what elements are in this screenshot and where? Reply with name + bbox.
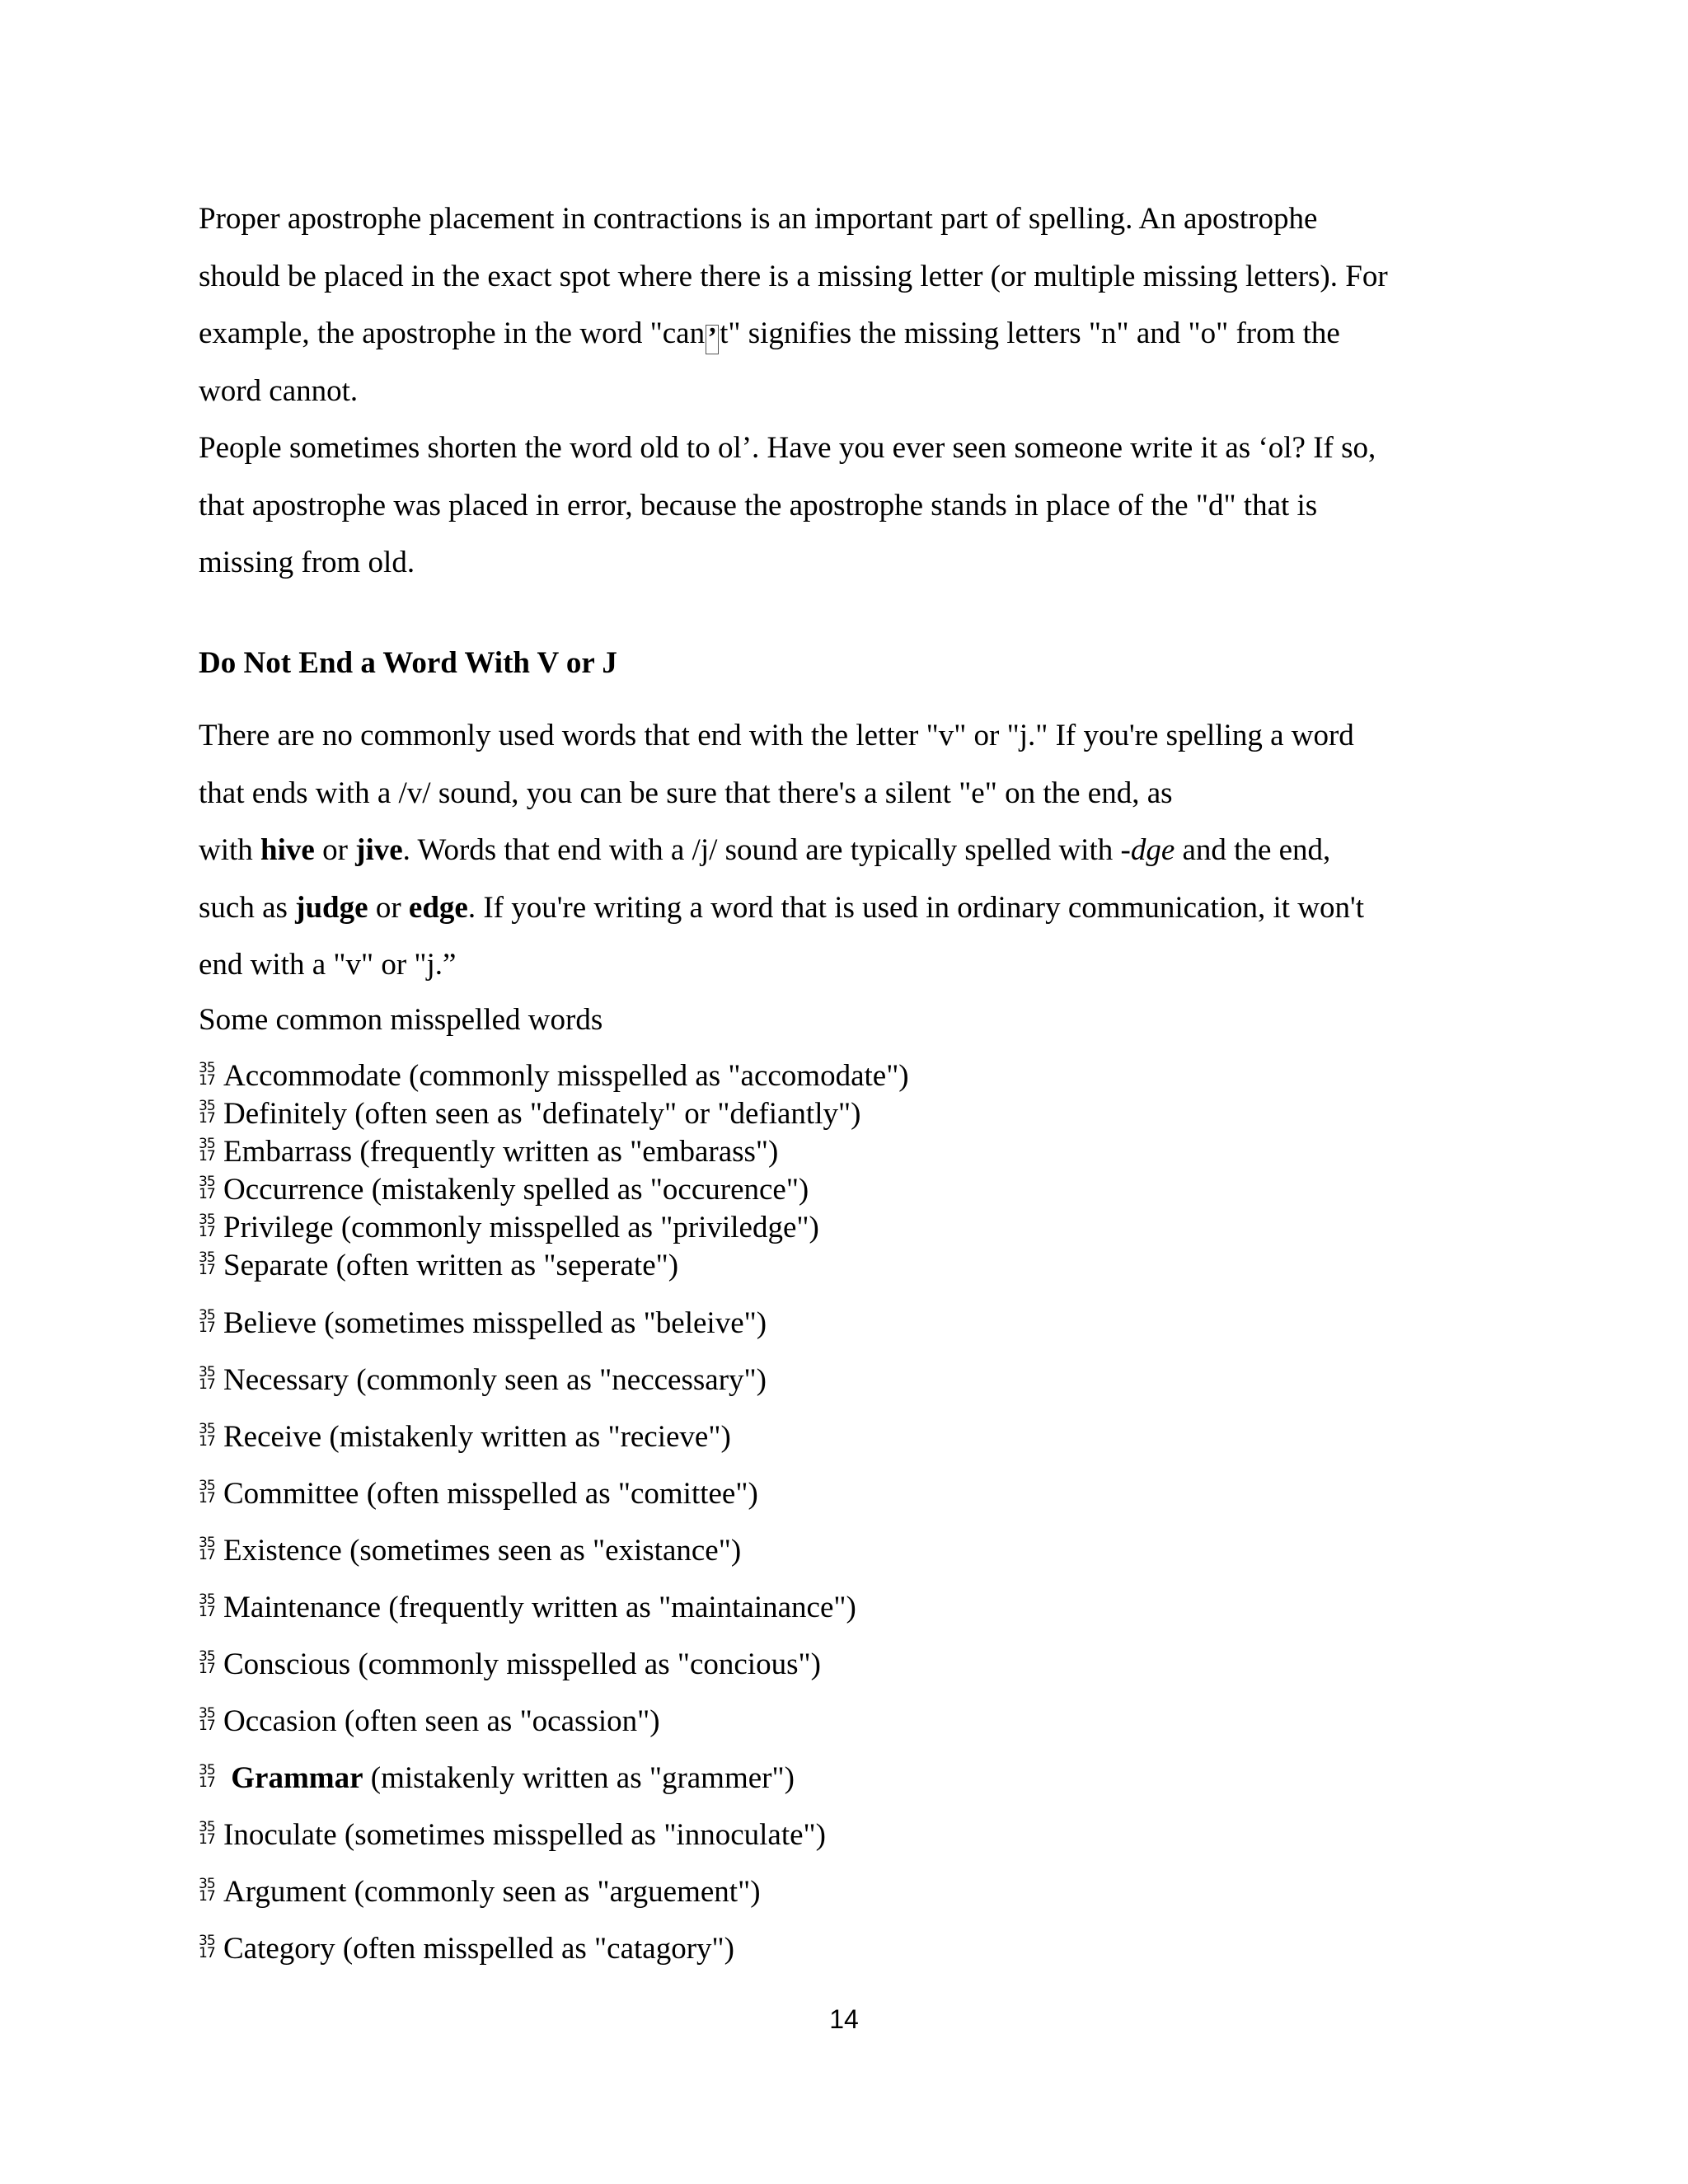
- bold-word: jive: [355, 833, 403, 867]
- list-item: [199, 1760, 795, 1797]
- bullet-glyph-bottom: 17: [199, 1072, 215, 1089]
- section-heading: Do Not End a Word With V or J: [199, 646, 617, 680]
- bullet-glyph-icon: [199, 1249, 223, 1278]
- spacer: [223, 1761, 231, 1795]
- bullet-glyph-bottom: 17: [199, 1774, 215, 1791]
- bullet-glyph-icon: [199, 1821, 223, 1846]
- bullet-glyph-bottom: 17: [199, 1831, 215, 1848]
- list-item: [199, 1209, 819, 1247]
- bullet-glyph-bottom: 17: [199, 1718, 215, 1734]
- bullet-glyph-bottom: 17: [199, 1661, 215, 1677]
- list-item: [199, 1057, 909, 1095]
- bullet-glyph-icon: [199, 1591, 223, 1620]
- text-run: with: [199, 833, 261, 867]
- list-item-word: Occasion: [223, 1704, 337, 1738]
- list-item-note: (frequently written as "maintainance"): [381, 1591, 856, 1624]
- list-item: [199, 1095, 860, 1133]
- bullet-glyph-bottom: 17: [199, 1490, 215, 1507]
- list-item: [199, 1930, 734, 1968]
- paragraph-line: There are no commonly used words that end with the letter "v" or "j." If you're spelling a word: [199, 719, 1354, 752]
- bullet-glyph-top: 35: [199, 1307, 215, 1324]
- list-item-word: Argument: [223, 1875, 347, 1909]
- list-item-word: Conscious: [223, 1647, 351, 1681]
- paragraph-line: People sometimes shorten the word old to ol’. Have you ever seen someone write it as ‘ol? If so,: [199, 431, 1376, 465]
- list-intro: Some common misspelled words: [199, 1003, 603, 1037]
- text-run: . Words that end with a /j/ sound are typically spelled with: [402, 833, 1121, 867]
- bullet-glyph-icon: [199, 1307, 223, 1336]
- bold-word: edge: [408, 890, 468, 925]
- bullet-glyph-top: 35: [199, 1098, 215, 1114]
- bullet-glyph-top: 35: [199, 1876, 215, 1892]
- paragraph-line: that ends with a /v/ sound, you can be sure that there's a silent "e" on the end, as: [199, 776, 1173, 810]
- list-item-note: (often misspelled as "catagory"): [335, 1932, 734, 1966]
- list-item: [199, 1703, 660, 1741]
- bullet-glyph-bottom: 17: [199, 1319, 215, 1336]
- bullet-glyph-icon: [199, 1935, 223, 1960]
- list-item-note: (often seen as "definately" or "defiantly"): [347, 1097, 861, 1131]
- list-item: [199, 1589, 856, 1627]
- list-item-word: Believe: [223, 1306, 317, 1340]
- paragraph-line: word cannot.: [199, 373, 359, 408]
- apostrophe-glyph-box: ’: [706, 325, 719, 354]
- bullet-glyph-bottom: 17: [199, 1262, 215, 1278]
- italic-word: -dge: [1120, 833, 1175, 867]
- list-item-note: (commonly misspelled as "accomodate"): [401, 1059, 909, 1093]
- list-item-word: Accommodate: [223, 1059, 401, 1093]
- list-item-note: (sometimes misspelled as "innoculate"): [336, 1818, 826, 1852]
- bullet-glyph-top: 35: [199, 1648, 215, 1665]
- paragraph-line: should be placed in the exact spot where there is a missing letter (or multiple missing letters). For: [199, 259, 1388, 293]
- list-item-word: Occurrence: [223, 1173, 364, 1207]
- bullet-glyph-top: 35: [199, 1591, 215, 1608]
- text-run: such as: [199, 890, 296, 925]
- list-item-word: Necessary: [223, 1363, 349, 1397]
- text-run: or: [368, 890, 409, 925]
- list-item: [199, 1418, 731, 1456]
- bullet-glyph-icon: [199, 1062, 223, 1087]
- bold-word: judge: [295, 890, 368, 925]
- bullet-glyph-icon: [199, 1138, 223, 1163]
- list-item: [199, 1361, 767, 1399]
- paragraph-line: that apostrophe was placed in error, because the apostrophe stands in place of the "d" that is: [199, 488, 1318, 523]
- bullet-glyph-icon: [199, 1100, 223, 1125]
- bullet-glyph-icon: [199, 1214, 223, 1239]
- list-item-note: (often misspelled as "comittee"): [359, 1477, 758, 1511]
- bullet-glyph-icon: [199, 1480, 223, 1505]
- text-run: and the end,: [1175, 833, 1331, 867]
- bullet-glyph-icon: [199, 1705, 223, 1734]
- list-item-note: (commonly misspelled as "priviledge"): [333, 1211, 819, 1244]
- bold-word: hive: [260, 833, 315, 867]
- paragraph-line: [199, 305, 1509, 363]
- list-item-note: (commonly seen as "arguement"): [346, 1875, 761, 1909]
- bullet-glyph-bottom: 17: [199, 1376, 215, 1393]
- paragraph-apostrophe-placement: [199, 190, 1509, 419]
- bullet-glyph-icon: [199, 1366, 223, 1391]
- list-item-note: (mistakenly spelled as "occurence"): [363, 1173, 809, 1207]
- list-item-word: Existence: [223, 1534, 342, 1568]
- bullet-glyph-icon: [199, 1878, 223, 1903]
- page-number: 14: [829, 2004, 859, 2034]
- list-item-note: (often seen as "ocassion"): [336, 1704, 660, 1738]
- bullet-glyph-top: 35: [199, 1060, 215, 1076]
- list-item-note: (commonly misspelled as "concious"): [350, 1647, 821, 1681]
- list-item: [199, 1305, 767, 1343]
- bullet-glyph-top: 35: [199, 1762, 215, 1779]
- bullet-glyph-bottom: 17: [199, 1148, 215, 1165]
- bullet-glyph-top: 35: [199, 1535, 215, 1551]
- bullet-glyph-top: 35: [199, 1174, 215, 1190]
- list-item-word: Maintenance: [223, 1591, 382, 1624]
- bullet-glyph-icon: [199, 1176, 223, 1201]
- bullet-glyph-icon: [199, 1537, 223, 1562]
- bullet-glyph-top: 35: [199, 1136, 215, 1152]
- bullet-glyph-bottom: 17: [199, 1433, 215, 1450]
- list-item: [199, 1247, 678, 1285]
- text-run: example, the apostrophe in the word "can: [199, 316, 706, 350]
- list-item: [199, 1646, 821, 1684]
- list-item-word: Privilege: [223, 1211, 334, 1244]
- paragraph-line: missing from old.: [199, 546, 415, 579]
- list-item-word: Inoculate: [223, 1818, 337, 1852]
- bullet-glyph-top: 35: [199, 1478, 215, 1494]
- bullet-glyph-top: 35: [199, 1364, 215, 1380]
- bullet-glyph-icon: [199, 1423, 223, 1448]
- bullet-glyph-top: 35: [199, 1421, 215, 1437]
- bullet-glyph-top: 35: [199, 1249, 215, 1266]
- bullet-glyph-top: 35: [199, 1933, 215, 1949]
- list-item: [199, 1816, 826, 1854]
- list-item-word: Category: [223, 1932, 335, 1966]
- list-item-word: Grammar: [231, 1761, 363, 1795]
- text-run: t" signifies the missing letters "n" and "o" from the: [720, 316, 1340, 350]
- list-item-word: Committee: [223, 1477, 359, 1511]
- paragraph-line: [199, 822, 1509, 879]
- text-run: . If you're writing a word that is used in ordinary communication, it won't: [467, 890, 1364, 925]
- paragraph-line: [199, 879, 1509, 937]
- bullet-glyph-icon: [199, 1762, 223, 1791]
- bullet-glyph-top: 35: [199, 1212, 215, 1228]
- list-item-note: (sometimes seen as "existance"): [341, 1534, 742, 1568]
- list-item: [199, 1475, 758, 1513]
- list-item-note: (often written as "seperate"): [328, 1249, 679, 1282]
- list-item-word: Definitely: [223, 1097, 348, 1131]
- list-item-word: Receive: [223, 1420, 322, 1454]
- list-item: [199, 1873, 761, 1911]
- bullet-glyph-bottom: 17: [199, 1224, 215, 1240]
- list-item-note: (mistakenly written as "grammer"): [363, 1761, 795, 1795]
- bullet-glyph-icon: [199, 1648, 223, 1677]
- list-item: [199, 1171, 809, 1209]
- list-item-word: Separate: [223, 1249, 329, 1282]
- list-item: [199, 1532, 741, 1570]
- list-item-note: (frequently written as "embarass"): [352, 1135, 779, 1169]
- list-item-note: (commonly seen as "neccessary"): [349, 1363, 767, 1397]
- bullet-glyph-top: 35: [199, 1819, 215, 1835]
- text-run: or: [314, 833, 356, 867]
- bullet-glyph-bottom: 17: [199, 1547, 215, 1563]
- paragraph-line: Proper apostrophe placement in contractions is an important part of spelling. An apostrophe: [199, 202, 1318, 236]
- paragraph-v-or-j: [199, 707, 1509, 994]
- bullet-glyph-bottom: 17: [199, 1186, 215, 1202]
- list-item-word: Embarrass: [223, 1135, 353, 1169]
- bullet-glyph-bottom: 17: [199, 1945, 215, 1961]
- paragraph-line: end with a "v" or "j.”: [199, 948, 457, 982]
- list-item: [199, 1133, 778, 1171]
- bullet-glyph-top: 35: [199, 1705, 215, 1722]
- bullet-glyph-bottom: 17: [199, 1604, 215, 1620]
- list-item-note: (mistakenly written as "recieve"): [321, 1420, 731, 1454]
- bullet-glyph-bottom: 17: [199, 1110, 215, 1127]
- paragraph-ol-example: [199, 419, 1509, 592]
- list-item-note: (sometimes misspelled as "beleive"): [316, 1306, 767, 1340]
- bullet-glyph-bottom: 17: [199, 1888, 215, 1905]
